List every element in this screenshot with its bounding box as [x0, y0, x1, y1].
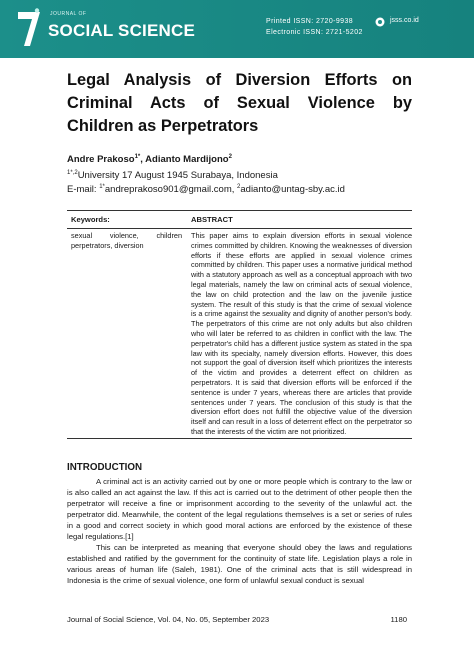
email-2-link[interactable]: adianto@untag-sby.ac.id: [240, 184, 345, 195]
journal-logo-icon: [16, 8, 42, 48]
journal-small-label: JOURNAL OF: [50, 11, 87, 17]
author-1: Andre Prakoso: [67, 154, 135, 165]
author-line: [67, 154, 232, 165]
article-title: Legal Analysis of Diversion Efforts on Criminal Acts of Sexual Violence by Children as Perpetrators: [67, 71, 412, 135]
affiliation-line: [67, 170, 278, 181]
keywords-header: Keywords:: [71, 215, 110, 224]
email-line: [67, 184, 345, 195]
intro-paragraph-1: A criminal act is an activity carried out by one or more people which is contrary to the law or is also called an act against the law. If this act is carried out to the detriment of other people then the perpetrator will receive a fine or imprisonment according to the severity of the unlawful act. the perpetrator did. Meanwhile, the content of the legal regulations themselves is a set or series of rules in a good and correct society in which good moral actions are enforced by the existence of these legal regulations.[1]: [67, 477, 412, 541]
introduction-heading: INTRODUCTION: [67, 462, 143, 473]
journal-header: [0, 0, 474, 58]
abstract-header: ABSTRACT: [191, 215, 233, 224]
journal-name: SOCIAL SCIENCE: [48, 21, 196, 40]
footer-citation: Journal of Social Science, Vol. 04, No. 05, September 2023: [67, 615, 270, 624]
author-1-marker: 1*: [134, 153, 141, 160]
globe-icon: [375, 17, 385, 27]
email-2-marker: 2: [237, 183, 241, 190]
electronic-issn: Electronic ISSN: 2721-5202: [266, 29, 363, 36]
journal-website-link[interactable]: jsss.co.id: [390, 17, 419, 24]
printed-issn: Printed ISSN: 2720-9938: [266, 18, 354, 25]
email-1-marker: 1*: [99, 183, 105, 190]
page-number: 1180: [390, 615, 407, 624]
intro-paragraph-2: This can be interpreted as meaning that everyone should obey the laws and regulations established and ratified by the government for the continuity of state life. Legislation plays a role in various areas of human life (Saleh, 1981). One of the criminal acts that is still widespread in Indonesia is the crime of sexual violence, one form of unlawful sexual conduct is sexual: [67, 543, 412, 585]
abstract-table-header: [67, 211, 412, 229]
abstract-table: [67, 210, 412, 439]
email-1-link[interactable]: andreprakoso901@gmail.com,: [104, 184, 238, 195]
keywords-text: sexual violence, children perpetrators, diversion: [71, 231, 182, 250]
affiliation-marker: 1*,2: [67, 169, 78, 176]
email-label: E-mail:: [67, 184, 100, 195]
affiliation: University 17 August 1945 Surabaya, Indonesia: [77, 170, 278, 181]
author-2-marker: 2: [228, 153, 232, 160]
introduction-body: [67, 476, 412, 586]
author-2: , Adianto Mardijono: [140, 154, 229, 165]
issn-block: [266, 16, 363, 38]
abstract-text: This paper aims to explain diversion efforts in sexual violence crimes committed by children. Knowing the weaknesses of diversion efforts if these efforts are applied in sexual violence crimes committed by children. This paper uses a normative juridical method with a statutory approach as well as a conceptual approach with two legal materials, namely the law on criminal acts of sexual violence, the law on child protection and the law on the juvenile justice system. The result of this study is that the crime of sexual violence is a crime against the sexuality and dignity of another person's body. The perpetrators of this crime are not only adults but also children who will later be referred to as children in conflict with the law. The perpetrator's child has a different justice system as stated in the spa law with its specialty, namely diversion efforts. However, this does not support the goal of diversion itself which prioritizes the interests of the victim and provides a deterrent effect on children as perpetrators. It is said that diversion efforts will be enforced if the sentence is under 7 years, whereas there are articles that provide sentences under 7 years. The conclusion of this study is that the diversion effort does not fulfill the objective value of the diversion itself and can result in a loss of deterrent effect on the perpetrator so that the interests of the victim are not prioritized.: [191, 231, 412, 436]
abstract-table-body: [67, 229, 412, 438]
